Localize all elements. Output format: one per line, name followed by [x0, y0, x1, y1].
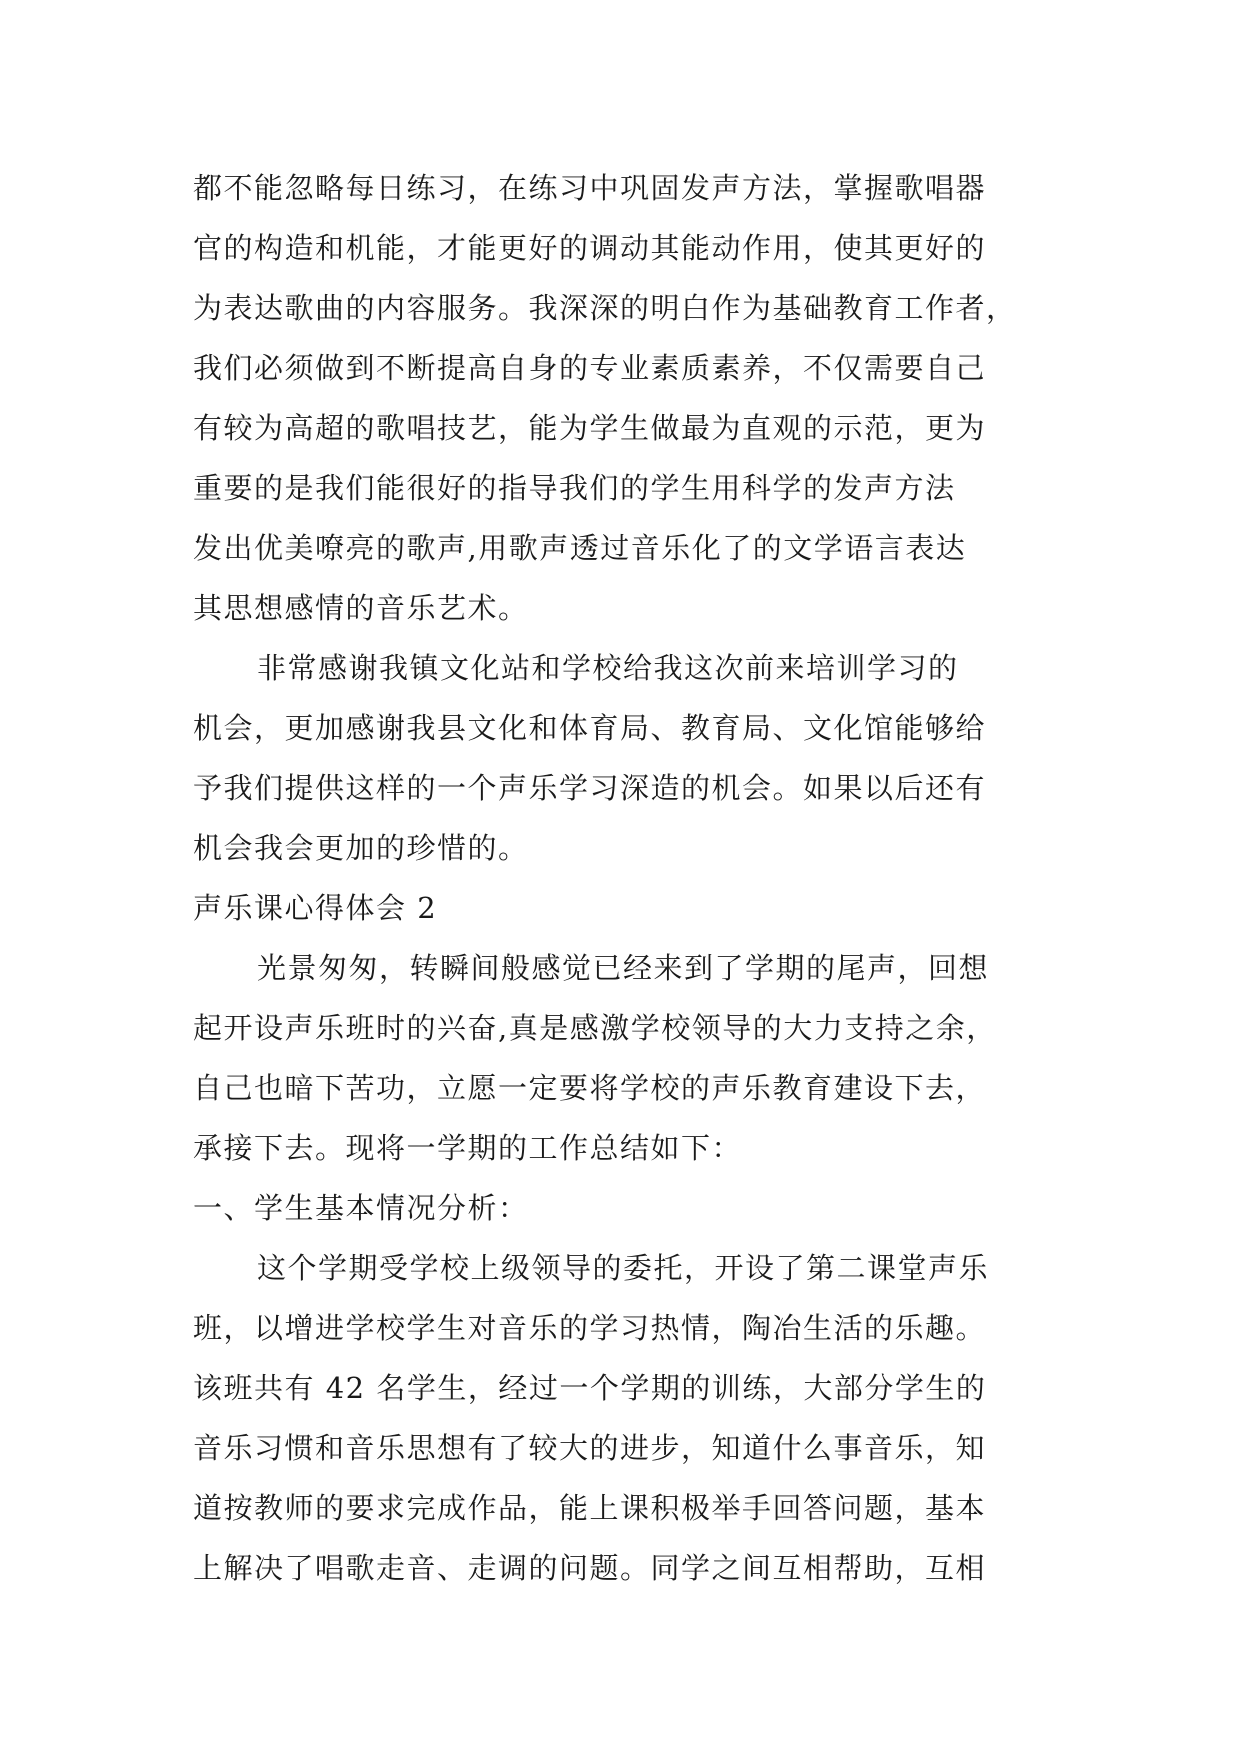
- text-line: 发出优美嘹亮的歌声,用歌声透过音乐化了的文学语言表达: [193, 531, 967, 565]
- text-line: 一、学生基本情况分析：: [193, 1191, 529, 1225]
- text-line: 音乐习惯和音乐思想有了较大的进步，知道什么事音乐，知: [193, 1431, 987, 1465]
- document-body: [193, 158, 1098, 1598]
- text-line: 有较为高超的歌唱技艺，能为学生做最为直观的示范，更为: [193, 411, 987, 445]
- text-line: 非常感谢我镇文化站和学校给我这次前来培训学习的: [257, 651, 959, 685]
- text-line: 光景匆匆，转瞬间般感觉已经来到了学期的尾声，回想: [257, 951, 990, 985]
- text-line: 官的构造和机能，才能更好的调动其能动作用，使其更好的: [193, 231, 987, 265]
- text-line: 我们必须做到不断提高自身的专业素质素养，不仅需要自己: [193, 351, 987, 385]
- text-line: 声乐课心得体会 2: [193, 891, 438, 925]
- text-line: 承接下去。现将一学期的工作总结如下：: [193, 1131, 743, 1165]
- text-line: 该班共有 42 名学生，经过一个学期的训练，大部分学生的: [193, 1371, 987, 1405]
- text-line: 起开设声乐班时的兴奋,真是感激学校领导的大力支持之余，: [193, 1011, 997, 1045]
- text-line: 予我们提供这样的一个声乐学习深造的机会。如果以后还有: [193, 771, 987, 805]
- text-line: 重要的是我们能很好的指导我们的学生用科学的发声方法: [193, 471, 956, 505]
- text-line: 道按教师的要求完成作品，能上课积极举手回答问题，基本: [193, 1491, 987, 1525]
- text-line: 这个学期受学校上级领导的委托，开设了第二课堂声乐: [257, 1251, 990, 1285]
- text-line: 为表达歌曲的内容服务。我深深的明白作为基础教育工作者，: [193, 291, 1017, 325]
- text-line: 班，以增进学校学生对音乐的学习热情，陶冶生活的乐趣。: [193, 1311, 987, 1345]
- text-line: 机会，更加感谢我县文化和体育局、教育局、文化馆能够给: [193, 711, 987, 745]
- text-line: 上解决了唱歌走音、走调的问题。同学之间互相帮助，互相: [193, 1551, 987, 1585]
- text-line: 机会我会更加的珍惜的。: [193, 831, 529, 865]
- text-line: 都不能忽略每日练习，在练习中巩固发声方法，掌握歌唱器: [193, 171, 987, 205]
- text-line: 自己也暗下苦功，立愿一定要将学校的声乐教育建设下去，: [193, 1071, 987, 1105]
- text-line: 其思想感情的音乐艺术。: [193, 591, 529, 625]
